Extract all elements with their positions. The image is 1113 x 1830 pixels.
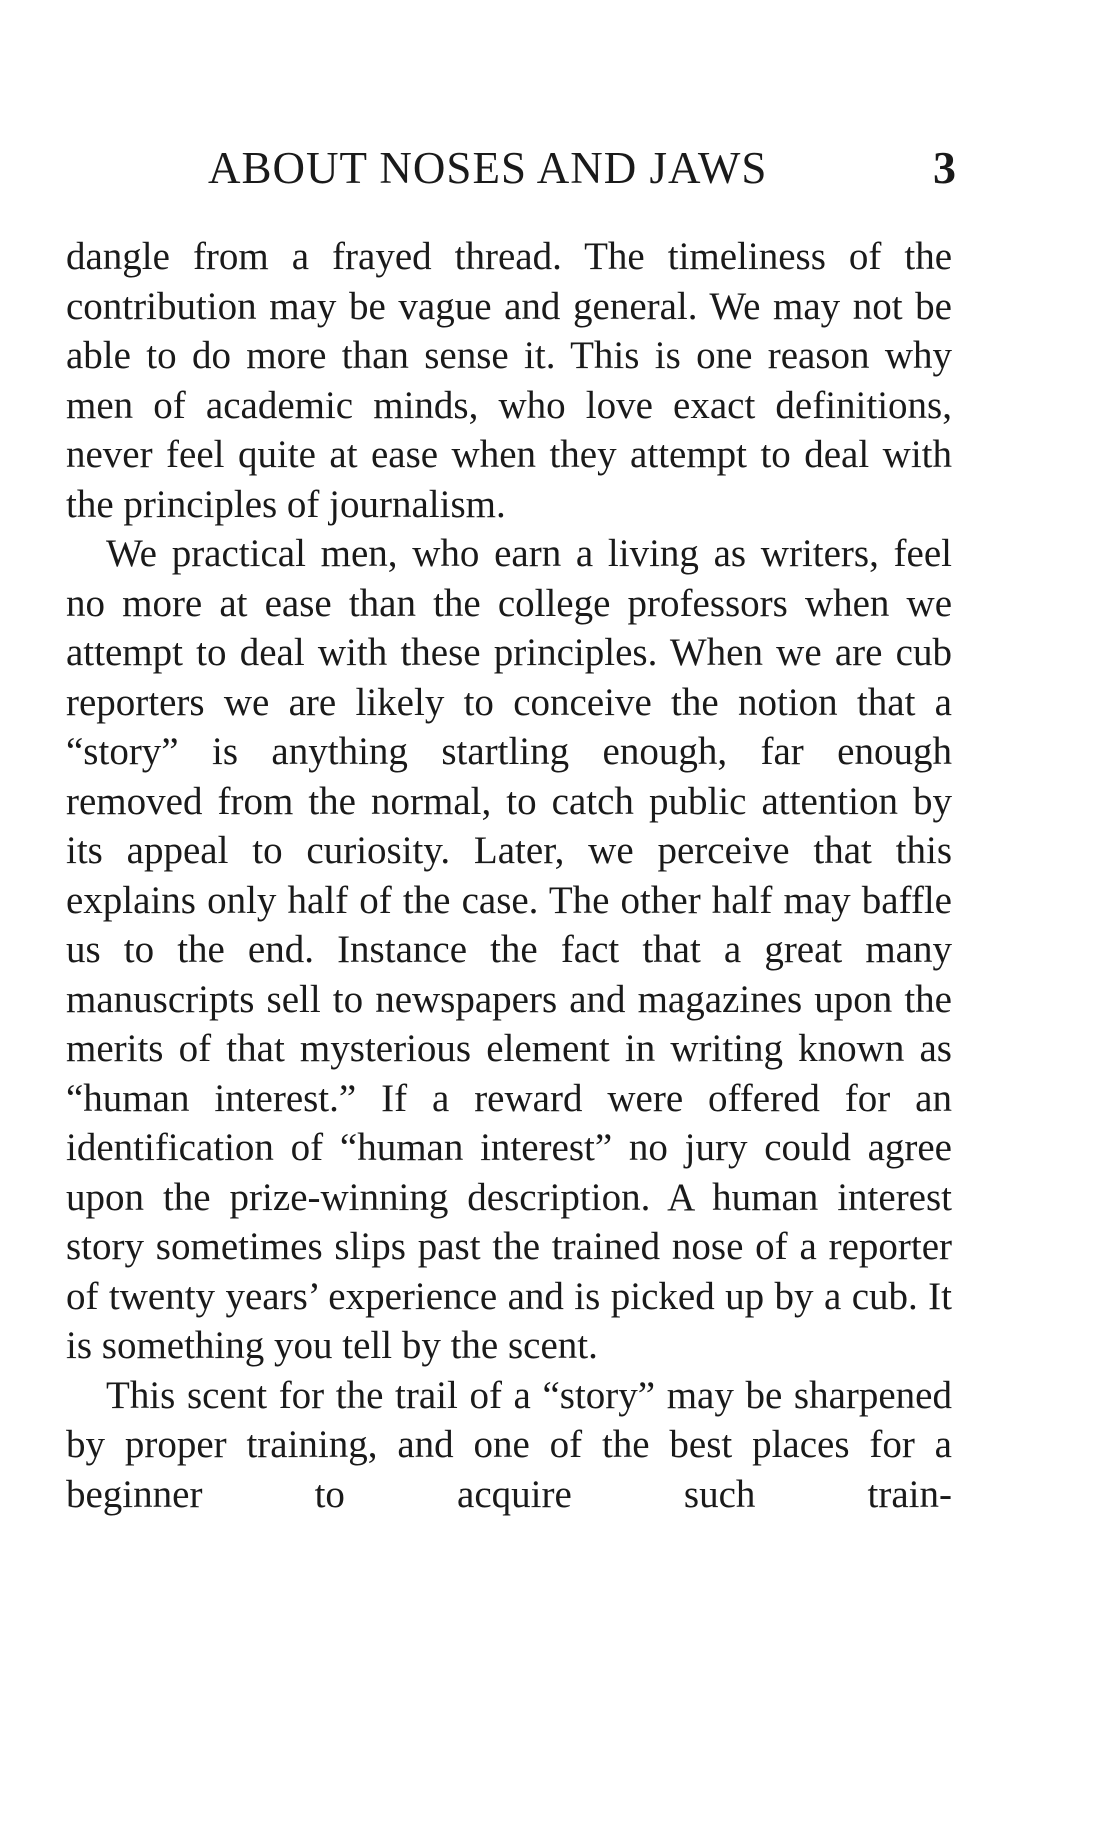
running-head (66, 140, 956, 196)
paragraph-2: We practical men, who earn a living as writers, feel no more at ease than the college professors when we attempt to deal with these principles. When we are cub reporters we are likely to conceive the notion that a “story” is anything startling enough, far enough removed from the normal, to catch public attention by its appeal to curiosity. Later, we perceive that this explains only half of the case. The other half may baffle us to the end. Instance the fact that a great many manuscripts sell to newspapers and magazines upon the merits of that mysterious element in writing known as “human interest.” If a reward were offered for an identification of “human interest” no jury could agree upon the prize-winning description. A human interest story sometimes slips past the trained nose of a reporter of twenty years’ experience and is picked up by a cub. It is something you tell by the scent. (66, 532, 952, 1367)
body-text (66, 232, 952, 1519)
paragraph-1: dangle from a frayed thread. The timeliness of the contribution may be vague and general. We may not be able to do more than sense it. This is one reason why men of academic minds, who love exact definitions, never feel quite at ease when they attempt to deal with the principles of journalism. (66, 235, 952, 526)
page-number: 3 (933, 142, 956, 193)
running-title: ABOUT NOSES AND JAWS (208, 143, 768, 193)
paragraph-3: This scent for the trail of a “story” may be sharpened by proper training, and one of the best places for a beginner to acquire such train- (66, 1373, 952, 1516)
